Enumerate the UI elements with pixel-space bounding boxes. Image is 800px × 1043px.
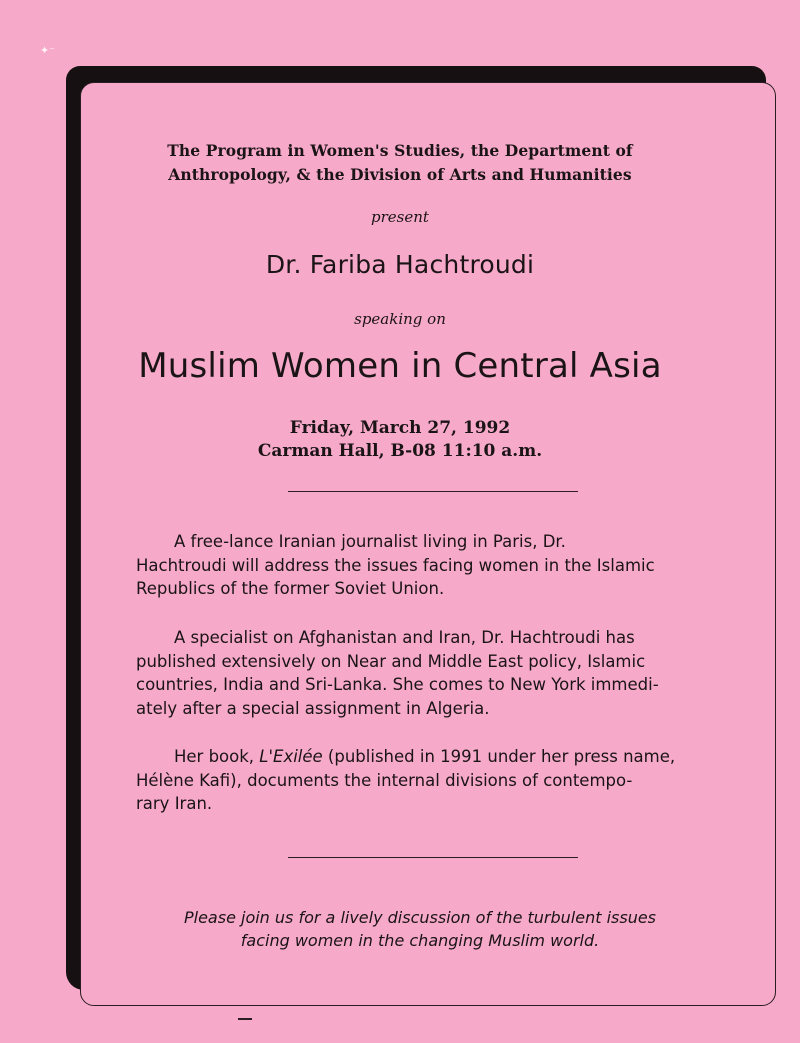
- paragraph-3: [136, 745, 736, 816]
- closing-line-2: facing women in the changing Muslim world.: [240, 931, 600, 950]
- divider-top: [288, 491, 578, 492]
- page-mark: [238, 1018, 252, 1020]
- book-title: L'Exilée: [259, 747, 323, 766]
- paragraph-line: rary Iran.: [136, 794, 213, 813]
- present-label: present: [371, 208, 429, 226]
- event-details: [90, 417, 710, 463]
- speaker-name: Dr. Fariba Hachtroudi: [265, 250, 535, 279]
- sponsor-line-2: Anthropology, & the Division of Arts and Humanities: [168, 165, 632, 184]
- paragraph-1: [136, 530, 736, 601]
- sponsor-heading: [90, 139, 710, 187]
- closing-invitation: [120, 906, 720, 952]
- paragraph-line: published extensively on Near and Middle East policy, Islamic: [136, 651, 646, 671]
- speaking-on-label: speaking on: [354, 310, 446, 328]
- event-date: Friday, March 27, 1992: [289, 418, 511, 438]
- paragraph-line: Hélène Kafi), documents the internal divisions of contempo-: [136, 770, 633, 790]
- sponsor-line-1: The Program in Women's Studies, the Department of: [167, 141, 633, 160]
- paragraph-line: Republics of the former Soviet Union.: [136, 579, 445, 598]
- paragraph-line: A specialist on Afghanistan and Iran, Dr. Hachtroudi has: [174, 628, 635, 647]
- staple-mark: ✦⁻: [40, 44, 56, 57]
- paragraph-line: countries, India and Sri-Lanka. She comes to New York immedi-: [136, 675, 659, 694]
- talk-title: Muslim Women in Central Asia: [138, 346, 662, 386]
- event-location: Carman Hall, B-08 11:10 a.m.: [257, 441, 543, 461]
- divider-bottom: [288, 857, 578, 858]
- closing-line-1: Please join us for a lively discussion of the turbulent issues: [183, 908, 657, 927]
- paragraph-line: ately after a special assignment in Algeria.: [136, 698, 490, 718]
- paragraph-line: A free-lance Iranian journalist living in Paris, Dr.: [174, 532, 566, 551]
- paragraph-line: Her book, L'Exilée (published in 1991 under her press name,: [174, 747, 676, 766]
- paragraph-line: Hachtroudi will address the issues facing women in the Islamic: [136, 555, 655, 575]
- paragraph-2: [136, 626, 736, 720]
